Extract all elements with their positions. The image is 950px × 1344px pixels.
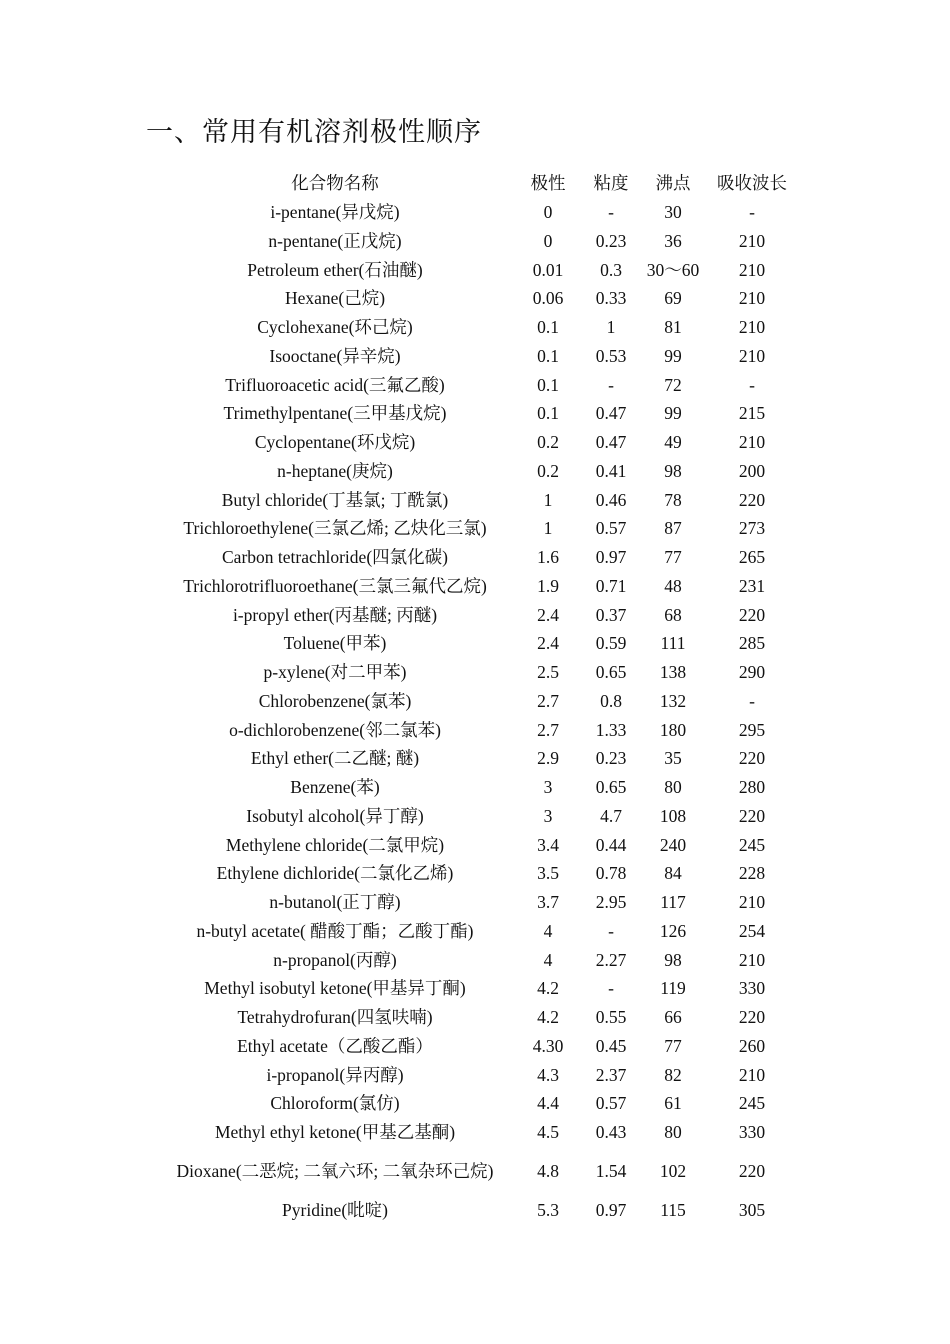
polarity-cell: 2.9: [537, 748, 559, 769]
boiling-point-cell: 111: [660, 633, 686, 654]
uv-cutoff-cell: 254: [738, 920, 766, 941]
polarity-cell: 4.2: [537, 1007, 559, 1028]
page-title: 一、常用有机溶剂极性顺序: [146, 117, 482, 147]
compound-name-cell: Butyl chloride(丁基氯; 丁酰氯): [221, 489, 449, 510]
polarity-cell: 3.5: [537, 863, 559, 884]
viscosity-cell: 1.33: [595, 719, 627, 740]
viscosity-cell: -: [608, 920, 614, 941]
table-row: [160, 284, 794, 313]
compound-name-cell: i-propyl ether(丙基醚; 丙醚): [232, 604, 438, 625]
uv-cutoff-cell: 220: [738, 604, 766, 625]
boiling-point-cell: 99: [664, 403, 682, 424]
table-row: [160, 514, 794, 543]
viscosity-cell: 0.41: [595, 460, 627, 481]
viscosity-cell: 1: [606, 317, 616, 338]
table-row: [160, 600, 794, 629]
boiling-point-cell: 87: [664, 518, 682, 539]
header-boiling-point: 沸点: [655, 173, 691, 194]
boiling-point-cell: 35: [664, 748, 682, 769]
uv-cutoff-cell: -: [749, 690, 755, 711]
table-row: [160, 1003, 794, 1032]
uv-cutoff-cell: 245: [738, 834, 766, 855]
viscosity-cell: 0.57: [595, 1093, 627, 1114]
uv-cutoff-cell: 220: [738, 1161, 766, 1181]
table-row: [160, 1147, 794, 1196]
compound-name-cell: i-pentane(异戊烷): [270, 202, 400, 223]
viscosity-cell: 0.59: [595, 633, 627, 654]
boiling-point-cell: 49: [664, 432, 682, 453]
uv-cutoff-cell: 220: [738, 748, 766, 769]
uv-cutoff-cell: -: [749, 374, 755, 395]
uv-cutoff-cell: 210: [738, 345, 766, 366]
viscosity-cell: 0.44: [595, 834, 627, 855]
polarity-cell: 2.7: [537, 690, 559, 711]
polarity-cell: 3: [543, 777, 553, 798]
viscosity-cell: 0.57: [595, 518, 627, 539]
boiling-point-cell: 102: [659, 1161, 687, 1181]
polarity-cell: 0.1: [537, 317, 559, 338]
boiling-point-cell: 98: [664, 460, 682, 481]
boiling-point-cell: 30: [664, 202, 682, 223]
compound-name-cell: n-butyl acetate( 醋酸丁酯；乙酸丁酯): [196, 920, 474, 941]
polarity-cell: 4.4: [537, 1093, 559, 1114]
uv-cutoff-cell: 210: [738, 259, 766, 280]
table-row: [160, 629, 794, 658]
table-row: [160, 485, 794, 514]
table-row: [160, 227, 794, 256]
uv-cutoff-cell: 260: [738, 1035, 766, 1056]
polarity-cell: 4: [543, 949, 553, 970]
uv-cutoff-cell: 200: [738, 460, 766, 481]
uv-cutoff-cell: 220: [738, 805, 766, 826]
uv-cutoff-cell: 220: [738, 489, 766, 510]
table-row: [160, 830, 794, 859]
polarity-cell: 2.4: [537, 633, 559, 654]
uv-cutoff-cell: -: [749, 202, 755, 223]
boiling-point-cell: 36: [664, 230, 682, 251]
uv-cutoff-cell: 265: [738, 547, 766, 568]
viscosity-cell: 0.33: [595, 288, 627, 309]
polarity-cell: 2.4: [537, 604, 559, 625]
table-row: [160, 428, 794, 457]
boiling-point-cell: 132: [659, 690, 687, 711]
boiling-point-cell: 84: [664, 863, 682, 884]
header-viscosity: 粘度: [593, 173, 629, 194]
boiling-point-cell: 80: [664, 1122, 682, 1143]
boiling-point-cell: 80: [664, 777, 682, 798]
table-row: [160, 1032, 794, 1061]
viscosity-cell: 0.46: [595, 489, 627, 510]
boiling-point-cell: 77: [664, 547, 682, 568]
uv-cutoff-cell: 305: [738, 1199, 766, 1220]
boiling-point-cell: 98: [664, 949, 682, 970]
boiling-point-cell: 61: [664, 1093, 682, 1114]
polarity-cell: 0: [543, 202, 553, 223]
boiling-point-cell: 138: [659, 662, 687, 683]
boiling-point-cell: 180: [659, 719, 687, 740]
table-body: [160, 198, 794, 1225]
viscosity-cell: 0.78: [595, 863, 627, 884]
table-row: [160, 715, 794, 744]
compound-name-cell: Isooctane(异辛烷): [269, 345, 401, 366]
uv-cutoff-cell: 210: [738, 949, 766, 970]
viscosity-cell: 0.97: [595, 1199, 627, 1220]
compound-name-cell: Trichlorotrifluoroethane(三氯三氟代乙烷): [183, 575, 487, 596]
compound-name-cell: Hexane(己烷): [284, 288, 386, 309]
boiling-point-cell: 240: [659, 834, 687, 855]
polarity-cell: 0.2: [537, 432, 559, 453]
uv-cutoff-cell: 210: [738, 317, 766, 338]
solvent-polarity-table: [160, 169, 794, 1224]
polarity-cell: 4: [543, 920, 553, 941]
boiling-point-cell: 68: [664, 604, 682, 625]
polarity-cell: 1: [543, 518, 553, 539]
compound-name-cell: Chlorobenzene(氯苯): [258, 690, 412, 711]
polarity-cell: 3.4: [537, 834, 559, 855]
polarity-cell: 0.1: [537, 374, 559, 395]
viscosity-cell: 0.3: [600, 259, 622, 280]
polarity-cell: 4.30: [532, 1035, 564, 1056]
boiling-point-cell: 78: [664, 489, 682, 510]
compound-name-cell: Ethyl acetate（乙酸乙酯）: [237, 1035, 433, 1056]
table-row: [160, 945, 794, 974]
uv-cutoff-cell: 210: [738, 288, 766, 309]
viscosity-cell: 2.27: [595, 949, 627, 970]
boiling-point-cell: 72: [664, 374, 682, 395]
header-compound-name: 化合物名称: [291, 173, 379, 194]
table-row: [160, 342, 794, 371]
polarity-cell: 2.7: [537, 719, 559, 740]
viscosity-cell: 0.23: [595, 230, 627, 251]
polarity-cell: 0.1: [537, 403, 559, 424]
table-row: [160, 974, 794, 1003]
polarity-cell: 0.2: [537, 460, 559, 481]
table-row: [160, 457, 794, 486]
table-row: [160, 370, 794, 399]
table-row: [160, 1118, 794, 1147]
uv-cutoff-cell: 220: [738, 1007, 766, 1028]
compound-name-cell: Cyclopentane(环戊烷): [254, 432, 416, 453]
uv-cutoff-cell: 295: [738, 719, 766, 740]
uv-cutoff-cell: 210: [738, 230, 766, 251]
compound-name-cell: Methyl ethyl ketone(甲基乙基酮): [214, 1122, 456, 1143]
compound-name-cell: Toluene(甲苯): [283, 633, 387, 654]
header-polarity: 极性: [530, 173, 566, 194]
compound-name-cell: n-butanol(正丁醇): [269, 892, 401, 913]
uv-cutoff-cell: 215: [738, 403, 766, 424]
viscosity-cell: -: [608, 202, 614, 223]
boiling-point-cell: 48: [664, 575, 682, 596]
polarity-cell: 0: [543, 230, 553, 251]
polarity-cell: 3.7: [537, 892, 559, 913]
table-row: [160, 802, 794, 831]
boiling-point-cell: 108: [659, 805, 687, 826]
table-row: [160, 773, 794, 802]
uv-cutoff-cell: 210: [738, 1064, 766, 1085]
table-row: [160, 859, 794, 888]
uv-cutoff-cell: 285: [738, 633, 766, 654]
table-row: [160, 687, 794, 716]
viscosity-cell: 0.8: [600, 690, 622, 711]
boiling-point-cell: 77: [664, 1035, 682, 1056]
viscosity-cell: 0.55: [595, 1007, 627, 1028]
boiling-point-cell: 126: [659, 920, 687, 941]
table-row: [160, 1060, 794, 1089]
table-row: [160, 543, 794, 572]
table-row: [160, 888, 794, 917]
uv-cutoff-cell: 290: [738, 662, 766, 683]
polarity-cell: 3: [543, 805, 553, 826]
uv-cutoff-cell: 273: [738, 518, 766, 539]
viscosity-cell: -: [608, 374, 614, 395]
polarity-cell: 0.1: [537, 345, 559, 366]
boiling-point-cell: 117: [660, 892, 686, 913]
compound-name-cell: n-propanol(丙醇): [273, 949, 397, 970]
viscosity-cell: 2.95: [595, 892, 627, 913]
polarity-cell: 1: [543, 489, 553, 510]
compound-name-cell: Methylene chloride(二氯甲烷): [225, 834, 445, 855]
viscosity-cell: 0.23: [595, 748, 627, 769]
compound-name-cell: Methyl isobutyl ketone(甲基异丁酮): [204, 978, 466, 999]
viscosity-cell: -: [608, 978, 614, 999]
table-row: [160, 572, 794, 601]
table-row: [160, 1089, 794, 1118]
header-uv-cutoff: 吸收波长: [717, 173, 787, 194]
compound-name-cell: Cyclohexane(环己烷): [257, 317, 413, 338]
boiling-point-cell: 82: [664, 1064, 682, 1085]
viscosity-cell: 0.47: [595, 403, 627, 424]
viscosity-cell: 0.53: [595, 345, 627, 366]
viscosity-cell: 0.97: [595, 547, 627, 568]
compound-name-cell: n-heptane(庚烷): [277, 460, 393, 481]
viscosity-cell: 0.65: [595, 777, 627, 798]
uv-cutoff-cell: 210: [738, 432, 766, 453]
compound-name-cell: Trifluoroacetic acid(三氟乙酸): [225, 374, 445, 395]
table-row: [160, 313, 794, 342]
viscosity-cell: 0.71: [595, 575, 627, 596]
compound-name-cell: i-propanol(异丙醇): [266, 1064, 404, 1085]
viscosity-cell: 0.43: [595, 1122, 627, 1143]
compound-name-cell: Ethylene dichloride(二氯化乙烯): [216, 863, 454, 884]
table-row: [160, 399, 794, 428]
boiling-point-cell: 81: [664, 317, 682, 338]
table-row: [160, 198, 794, 227]
table-row: [160, 1196, 794, 1225]
compound-name-cell: Petroleum ether(石油醚): [247, 259, 423, 280]
compound-name-cell: Chloroform(氯仿): [270, 1093, 400, 1114]
boiling-point-cell: 30～60: [646, 259, 700, 280]
polarity-cell: 2.5: [537, 662, 559, 683]
polarity-cell: 4.8: [537, 1161, 559, 1181]
compound-name-cell: Isobutyl alcohol(异丁醇): [246, 805, 424, 826]
uv-cutoff-cell: 330: [738, 978, 766, 999]
uv-cutoff-cell: 231: [738, 575, 766, 596]
viscosity-cell: 0.37: [595, 604, 627, 625]
table-row: [160, 744, 794, 773]
table-row: [160, 658, 794, 687]
table-row: [160, 917, 794, 946]
compound-name-cell: Pyridine(吡啶): [282, 1199, 388, 1220]
compound-name-cell: Tetrahydrofuran(四氢呋喃): [237, 1007, 433, 1028]
polarity-cell: 0.01: [532, 259, 564, 280]
polarity-cell: 4.3: [537, 1064, 559, 1085]
uv-cutoff-cell: 245: [738, 1093, 766, 1114]
polarity-cell: 5.3: [537, 1199, 559, 1220]
compound-name-cell: Trichloroethylene(三氯乙烯; 乙炔化三氯): [183, 518, 487, 539]
compound-name-cell: Carbon tetrachloride(四氯化碳): [222, 547, 448, 568]
boiling-point-cell: 119: [660, 978, 686, 999]
boiling-point-cell: 66: [664, 1007, 682, 1028]
table-header-row: [160, 169, 794, 198]
compound-name-cell: p-xylene(对二甲苯): [263, 662, 407, 683]
viscosity-cell: 0.65: [595, 662, 627, 683]
compound-name-cell: n-pentane(正戊烷): [268, 230, 402, 251]
polarity-cell: 4.2: [537, 978, 559, 999]
viscosity-cell: 1.54: [595, 1161, 627, 1181]
boiling-point-cell: 69: [664, 288, 682, 309]
boiling-point-cell: 115: [660, 1199, 686, 1220]
polarity-cell: 4.5: [537, 1122, 559, 1143]
uv-cutoff-cell: 280: [738, 777, 766, 798]
compound-name-cell: Benzene(苯): [290, 777, 380, 798]
uv-cutoff-cell: 330: [738, 1122, 766, 1143]
polarity-cell: 1.9: [537, 575, 559, 596]
viscosity-cell: 0.47: [595, 432, 627, 453]
compound-name-cell: Dioxane(二恶烷; 二氧六环; 二氧杂环己烷): [176, 1161, 494, 1181]
uv-cutoff-cell: 228: [738, 863, 766, 884]
uv-cutoff-cell: 210: [738, 892, 766, 913]
viscosity-cell: 4.7: [600, 805, 622, 826]
polarity-cell: 1.6: [537, 547, 559, 568]
table-row: [160, 255, 794, 284]
compound-name-cell: Trimethylpentane(三甲基戊烷): [223, 403, 447, 424]
boiling-point-cell: 99: [664, 345, 682, 366]
viscosity-cell: 0.45: [595, 1035, 627, 1056]
polarity-cell: 0.06: [532, 288, 564, 309]
compound-name-cell: o-dichlorobenzene(邻二氯苯): [229, 719, 441, 740]
viscosity-cell: 2.37: [595, 1064, 627, 1085]
compound-name-cell: Ethyl ether(二乙醚; 醚): [250, 748, 420, 769]
